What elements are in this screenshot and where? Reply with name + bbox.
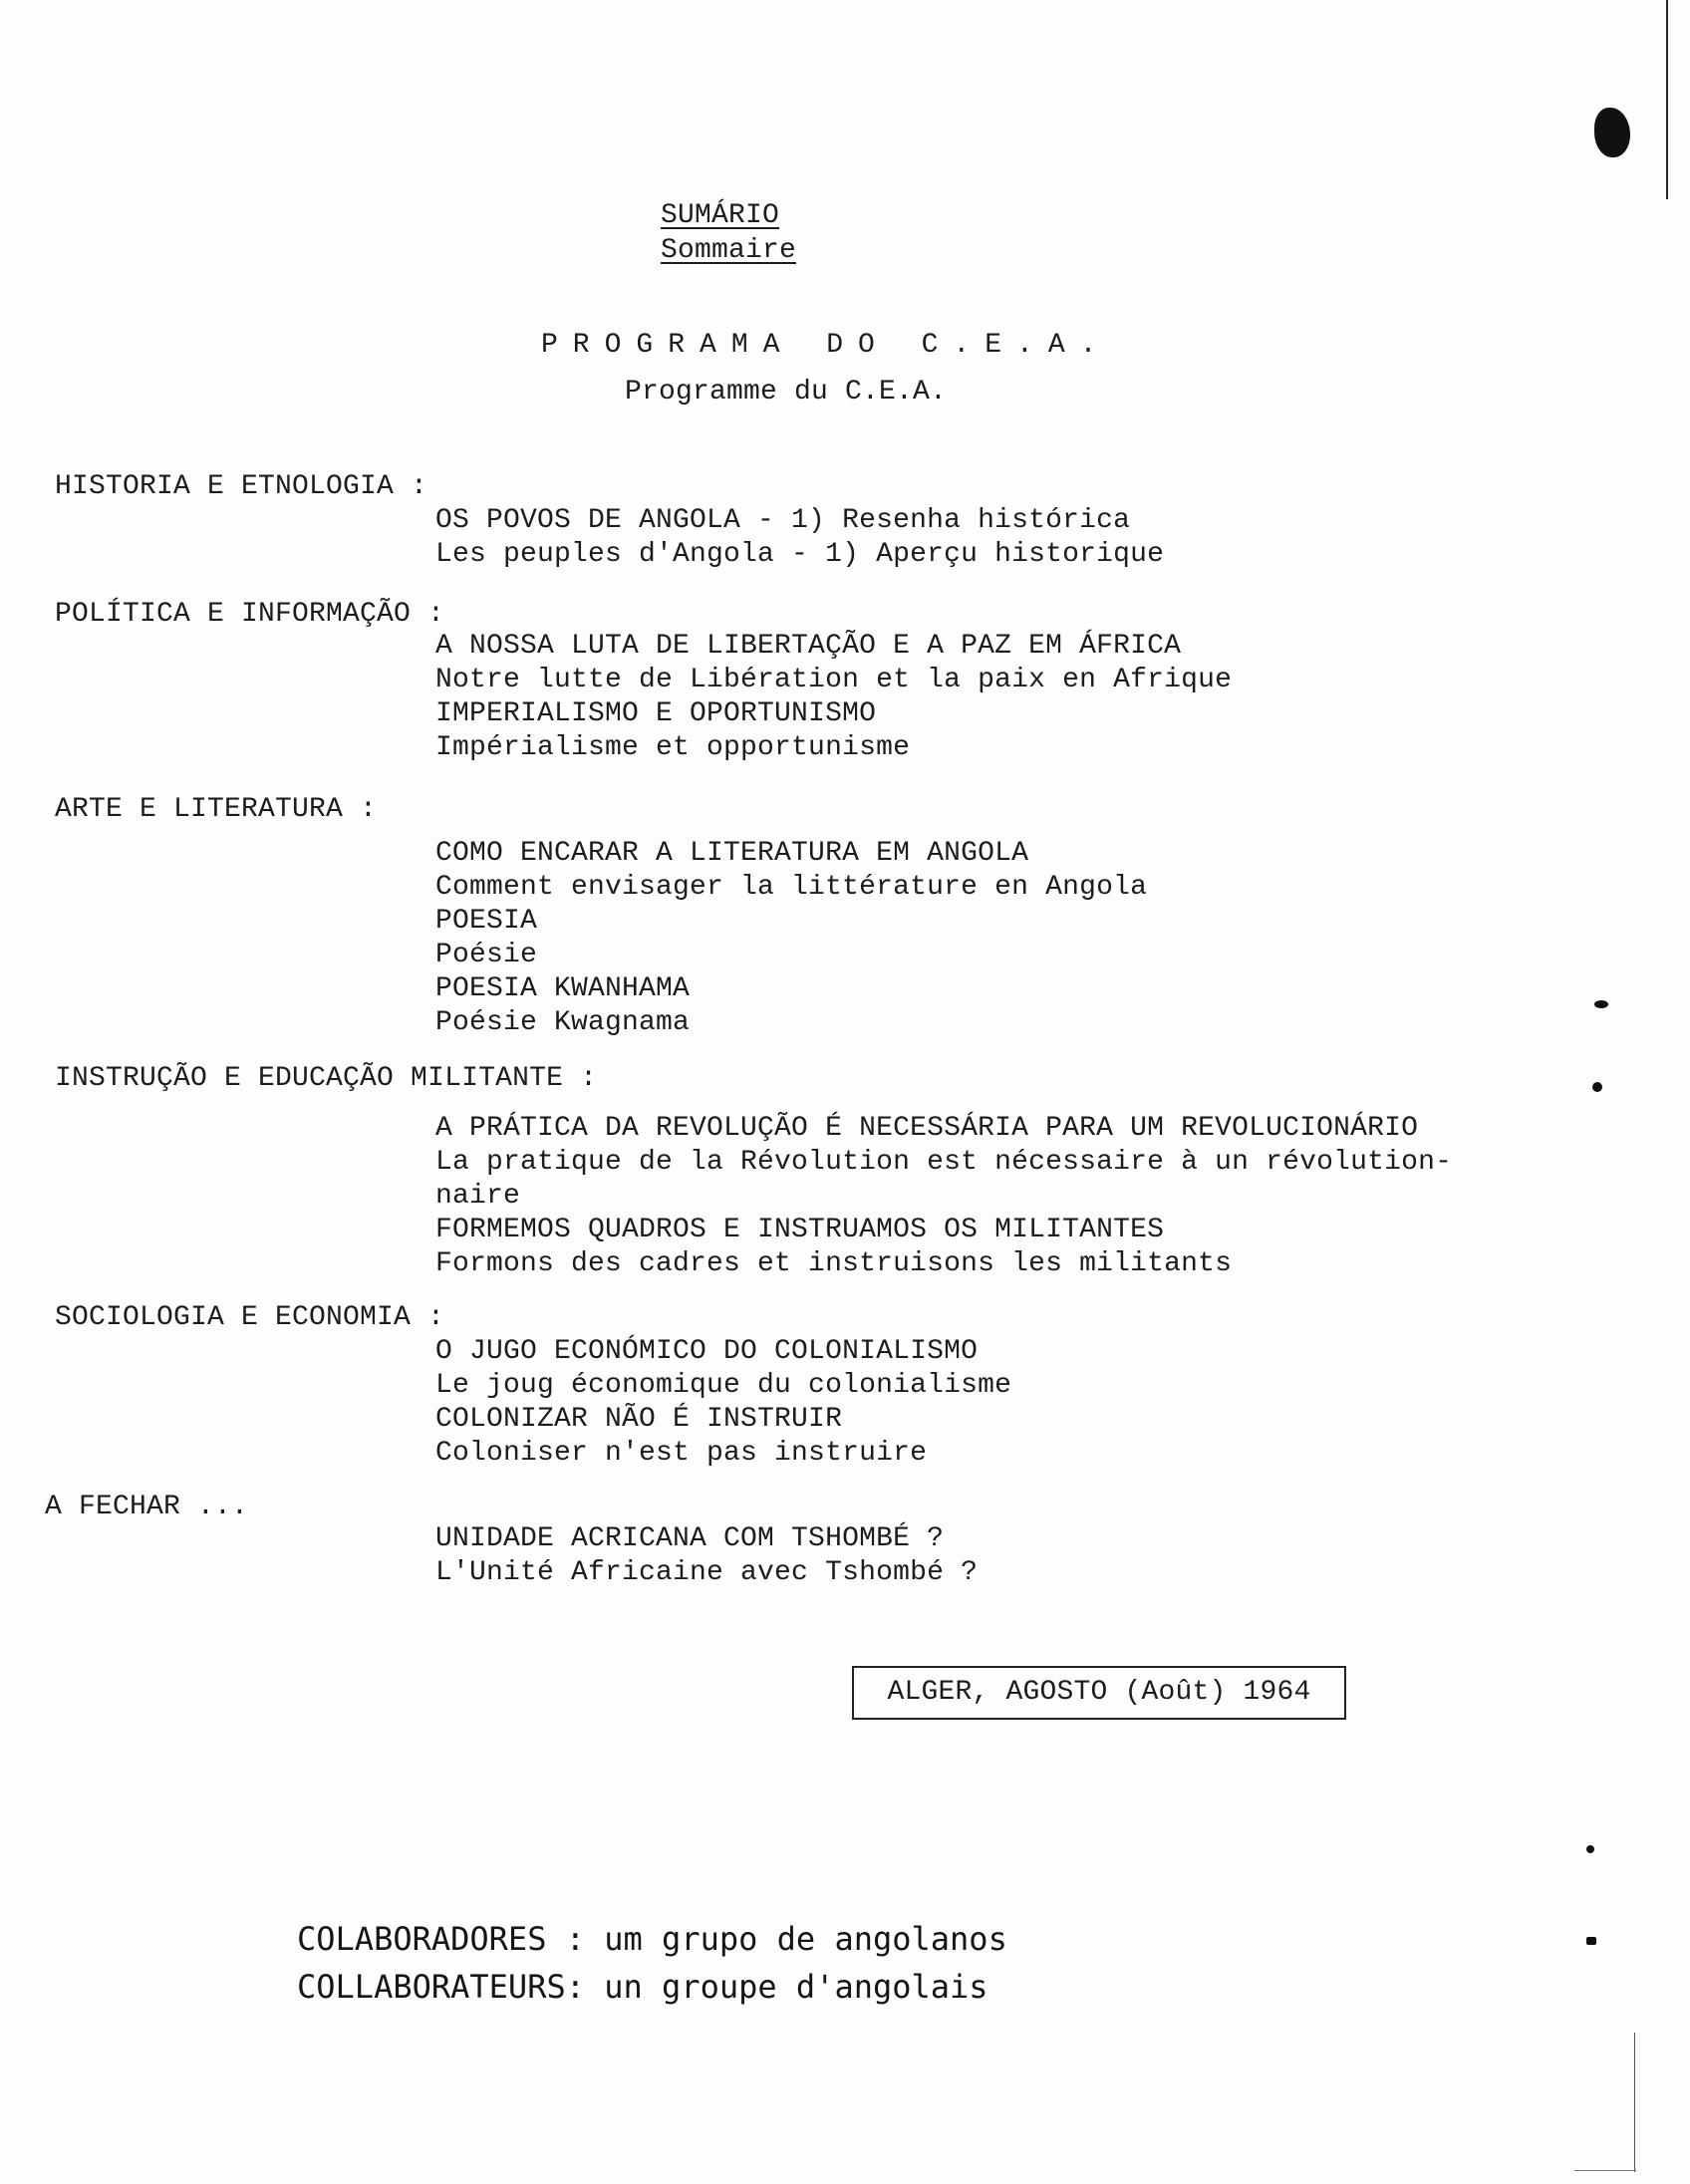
entry-translation: Le joug économique du colonialisme bbox=[435, 1370, 1012, 1401]
entry-translation: Poésie Kwagnama bbox=[435, 1007, 691, 1038]
entry-translation: Poésie bbox=[435, 940, 538, 970]
date-box bbox=[852, 1666, 1346, 1720]
entry-title: IMPERIALISMO E OPORTUNISMO bbox=[435, 698, 877, 729]
section-label-arte: ARTE E LITERATURA : bbox=[55, 794, 378, 825]
entry-translation: Coloniser n'est pas instruire bbox=[435, 1438, 928, 1469]
entry-title: A PRÁTICA DA REVOLUÇÃO É NECESSÁRIA PARA UM REVOLUCIONÁRIO bbox=[435, 1113, 1419, 1144]
entry-title: COLONIZAR NÃO É INSTRUIR bbox=[435, 1404, 843, 1435]
section-label-historia: HISTORIA E ETNOLOGIA : bbox=[55, 471, 428, 502]
section-entries-historia bbox=[435, 504, 1164, 572]
entry-title: COMO ENCARAR A LITERATURA EM ANGOLA bbox=[435, 838, 1029, 869]
entry-translation: naire bbox=[435, 1181, 521, 1212]
scan-blot bbox=[1594, 108, 1630, 157]
program-title: PROGRAMA DO C.E.A. bbox=[541, 330, 1112, 361]
section-entries-politica bbox=[435, 630, 1232, 765]
collaborators-fr: COLLABORATEURS: un groupe d'angolais bbox=[297, 1968, 988, 2006]
program-subtitle: Programme du C.E.A. bbox=[625, 377, 948, 408]
entry-title: OS POVOS DE ANGOLA - 1) Resenha histórica bbox=[435, 505, 1131, 536]
entry-translation: Formons des cadres et instruisons les militants bbox=[435, 1248, 1233, 1279]
entry-translation: Notre lutte de Libération et la paix en Afrique bbox=[435, 665, 1233, 695]
date-text: ALGER, AGOSTO (Août) 1964 bbox=[887, 1677, 1311, 1708]
entry-translation: Impérialisme et opportunisme bbox=[435, 732, 911, 763]
summary-title: SUMÁRIO bbox=[661, 200, 780, 231]
entry-translation: La pratique de la Révolution est nécessaire à un révolution- bbox=[435, 1147, 1453, 1178]
entry-translation: Comment envisager la littérature en Angola bbox=[435, 872, 1148, 903]
entry-translation: Les peuples d'Angola - 1) Aperçu historique bbox=[435, 539, 1165, 570]
section-entries-arte bbox=[435, 837, 1147, 1040]
entry-title: UNIDADE ACRICANA COM TSHOMBÉ ? bbox=[435, 1523, 945, 1554]
scan-edge-line-corner bbox=[1574, 2170, 1636, 2171]
scan-edge-line-bottom bbox=[1634, 2033, 1635, 2172]
entry-title: A NOSSA LUTA DE LIBERTAÇÃO E A PAZ EM ÁFRICA bbox=[435, 631, 1182, 662]
summary-subtitle: Sommaire bbox=[661, 235, 797, 266]
section-entries-sociologia bbox=[435, 1335, 1011, 1471]
scan-dot bbox=[1592, 1082, 1602, 1092]
collaborators-pt: COLABORADORES : um grupo de angolanos bbox=[297, 1920, 1007, 1958]
section-label-instrucao: INSTRUÇÃO E EDUCAÇÃO MILITANTE : bbox=[55, 1063, 598, 1094]
entry-title: POESIA bbox=[435, 906, 538, 937]
scan-dot bbox=[1586, 1845, 1594, 1853]
section-entries-fechar bbox=[435, 1522, 978, 1590]
section-label-politica: POLÍTICA E INFORMAÇÃO : bbox=[55, 599, 445, 630]
scan-dot bbox=[1586, 1937, 1596, 1945]
scan-edge-line-top bbox=[1666, 0, 1668, 199]
scan-dot bbox=[1594, 1000, 1608, 1008]
section-label-sociologia: SOCIOLOGIA E ECONOMIA : bbox=[55, 1302, 445, 1333]
entry-title: POESIA KWANHAMA bbox=[435, 973, 691, 1004]
entry-title: FORMEMOS QUADROS E INSTRUAMOS OS MILITANTES bbox=[435, 1215, 1165, 1245]
entry-translation: L'Unité Africaine avec Tshombé ? bbox=[435, 1557, 979, 1588]
entry-title: O JUGO ECONÓMICO DO COLONIALISMO bbox=[435, 1336, 979, 1367]
section-label-fechar: A FECHAR ... bbox=[45, 1492, 249, 1522]
section-entries-instrucao bbox=[435, 1112, 1452, 1281]
